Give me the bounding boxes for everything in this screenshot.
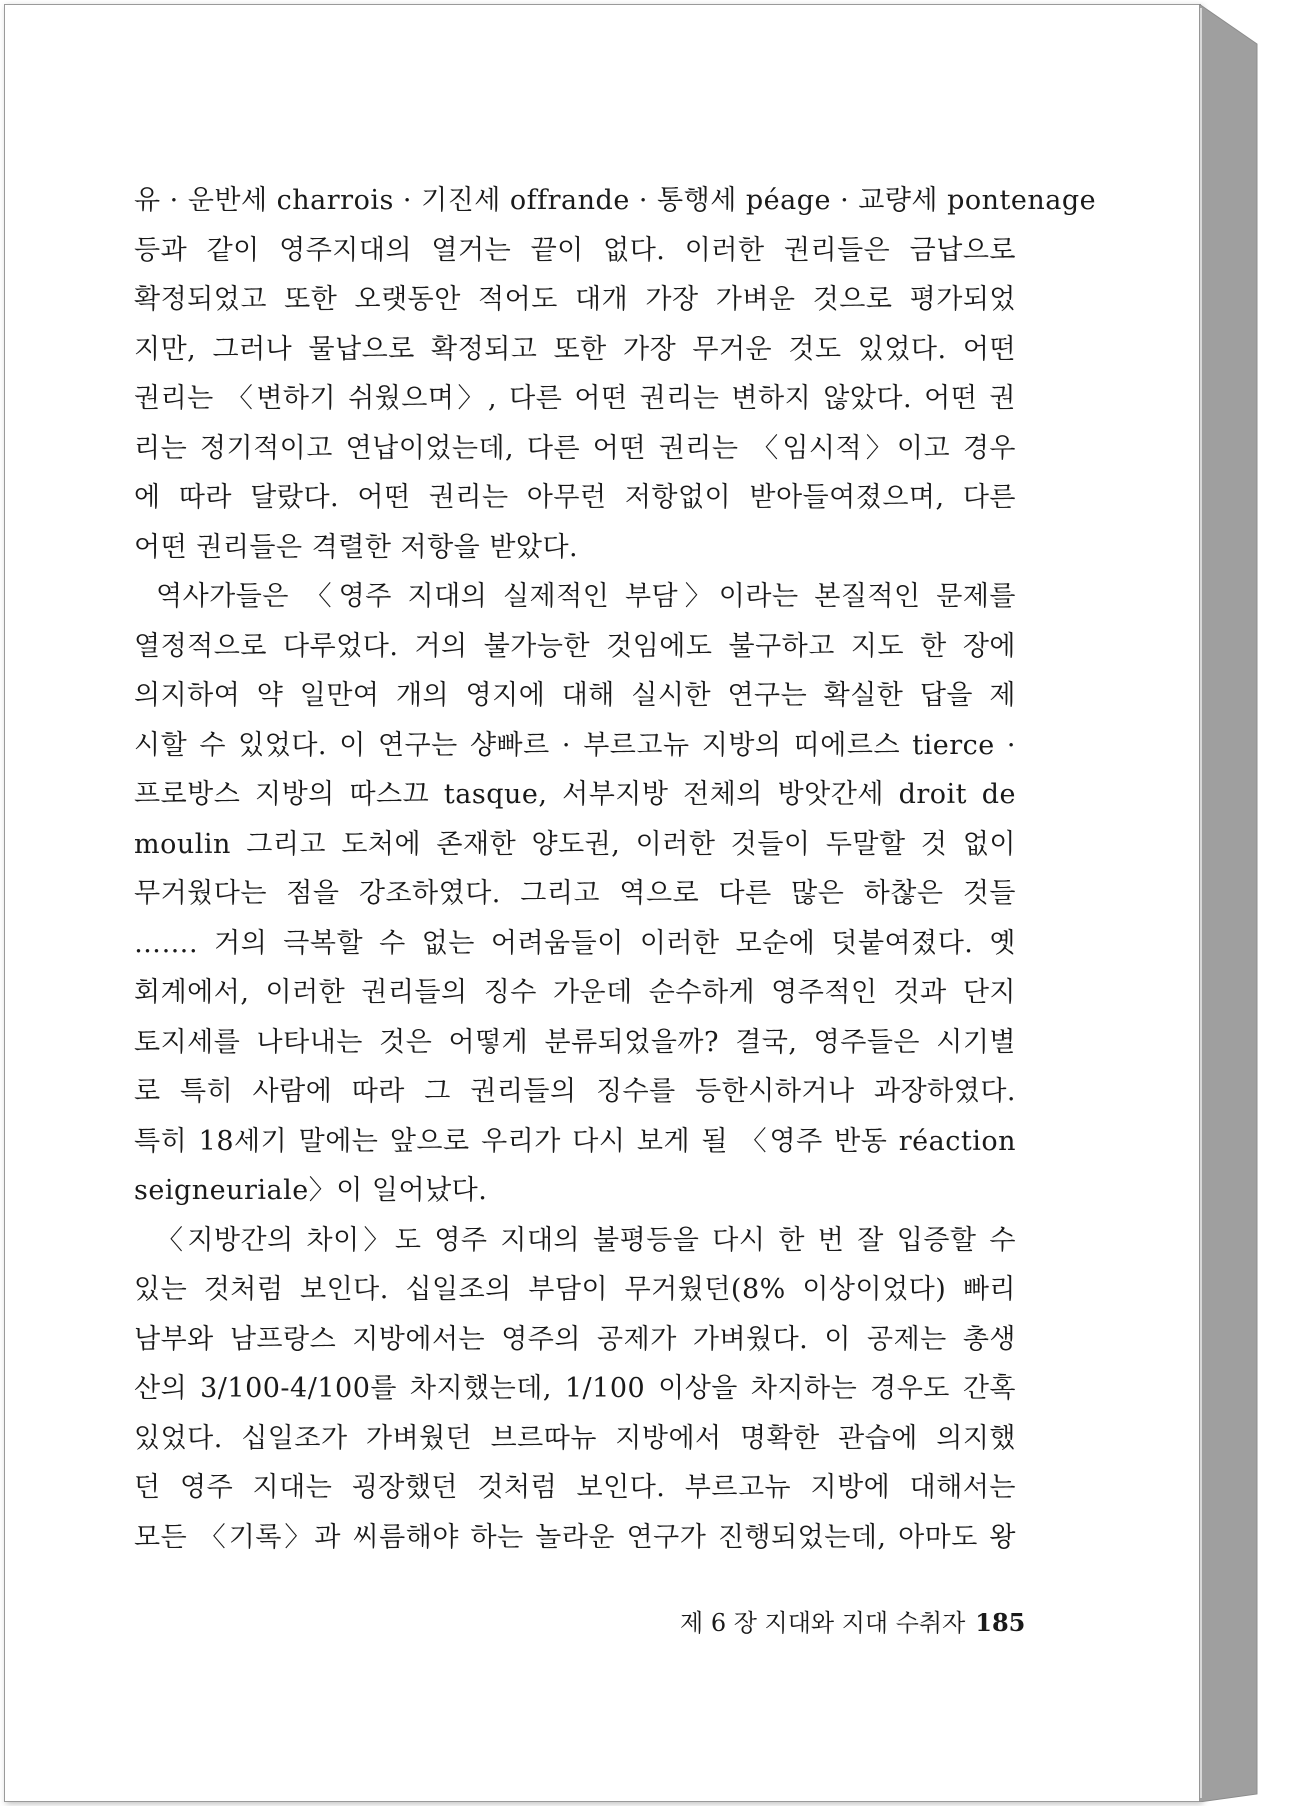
body-line: 특히 18세기 말에는 앞으로 우리가 다시 보게 될 〈영주 반동 réaction	[134, 1125, 1016, 1157]
body-line: 남부와 남프랑스 지방에서는 영주의 공제가 가벼웠다. 이 공제는 총생	[134, 1323, 1016, 1355]
body-line: 권리는 〈변하기 쉬웠으며〉, 다른 어떤 권리는 변하지 않았다. 어떤 권	[134, 383, 1016, 414]
body-line: 산의 3/100-4/100를 차지했는데, 1/100 이상을 차지하는 경우도 간혹	[134, 1373, 1016, 1404]
body-line: 모든 〈기록〉과 씨름해야 하는 놀라운 연구가 진행되었는데, 아마도 왕	[134, 1521, 1016, 1553]
body-line: 리는 정기적이고 연납이었는데, 다른 어떤 권리는 〈임시적〉이고 경우	[134, 432, 1016, 464]
body-line: 등과 같이 영주지대의 열거는 끝이 없다. 이러한 권리들은 금납으로	[134, 234, 1016, 266]
page-number: 185	[975, 1608, 1026, 1637]
book-page-edge	[1199, 4, 1303, 1802]
body-line: 프로방스 지방의 따스끄 tasque, 서부지방 전체의 방앗간세 droit de	[134, 779, 1016, 810]
body-line: 있었다. 십일조가 가벼웠던 브르따뉴 지방에서 명확한 관습에 의지했	[134, 1422, 1016, 1454]
chapter-title: 제 6 장 지대와 지대 수취자	[680, 1609, 966, 1637]
body-line: 확정되었고 또한 오랫동안 적어도 대개 가장 가벼운 것으로 평가되었	[134, 284, 1016, 315]
body-line: 던 영주 지대는 굉장했던 것처럼 보인다. 부르고뉴 지방에 대해서는	[134, 1472, 1016, 1503]
body-line: 로 특히 사람에 따라 그 권리들의 징수를 등한시하거나 과장하였다.	[134, 1076, 1016, 1107]
body-line: seigneuriale〉이 일어났다.	[134, 1175, 488, 1206]
body-line: 지만, 그러나 물납으로 확정되고 또한 가장 무거운 것도 있었다. 어떤	[134, 333, 1016, 365]
body-line: 〈지방간의 차이〉도 영주 지대의 불평등을 다시 한 번 잘 입증할 수	[156, 1224, 1016, 1256]
body-line: 토지세를 나타내는 것은 어떻게 분류되었을까? 결국, 영주들은 시기별	[134, 1026, 1016, 1058]
body-line: ……. 거의 극복할 수 없는 어려움들이 이러한 모순에 덧붙여졌다. 옛	[134, 927, 1016, 959]
body-line: moulin 그리고 도처에 존재한 양도권, 이러한 것들이 두말할 것 없이	[134, 828, 1016, 860]
body-line: 회계에서, 이러한 권리들의 징수 가운데 순수하게 영주적인 것과 단지	[134, 977, 1016, 1008]
body-line: 에 따라 달랐다. 어떤 권리는 아무런 저항없이 받아들여졌으며, 다른	[134, 482, 1016, 513]
body-line: 시할 수 있었다. 이 연구는 샹빠르 · 부르고뉴 지방의 띠에르스 tierce ·	[134, 729, 1016, 761]
body-line: 의지하여 약 일만여 개의 영지에 대해 실시한 연구는 확실한 답을 제	[134, 680, 1016, 711]
body-line: 무거웠다는 점을 강조하였다. 그리고 역으로 다른 많은 하찮은 것들	[134, 878, 1016, 909]
page-footer	[680, 1605, 1026, 1641]
body-line: 역사가들은 〈영주 지대의 실제적인 부담〉이라는 본질적인 문제를	[156, 581, 1016, 612]
body-line: 어떤 권리들은 격렬한 저항을 받았다.	[134, 531, 579, 563]
body-line: 유 · 운반세 charrois · 기진세 offrande · 통행세 péage · 교량세 pontenage	[134, 185, 1097, 216]
body-line: 있는 것처럼 보인다. 십일조의 부담이 무거웠던(8% 이상이었다) 빠리	[134, 1274, 1016, 1305]
body-line: 열정적으로 다루었다. 거의 불가능한 것임에도 불구하고 지도 한 장에	[134, 630, 1016, 662]
body-text	[134, 176, 1097, 1562]
